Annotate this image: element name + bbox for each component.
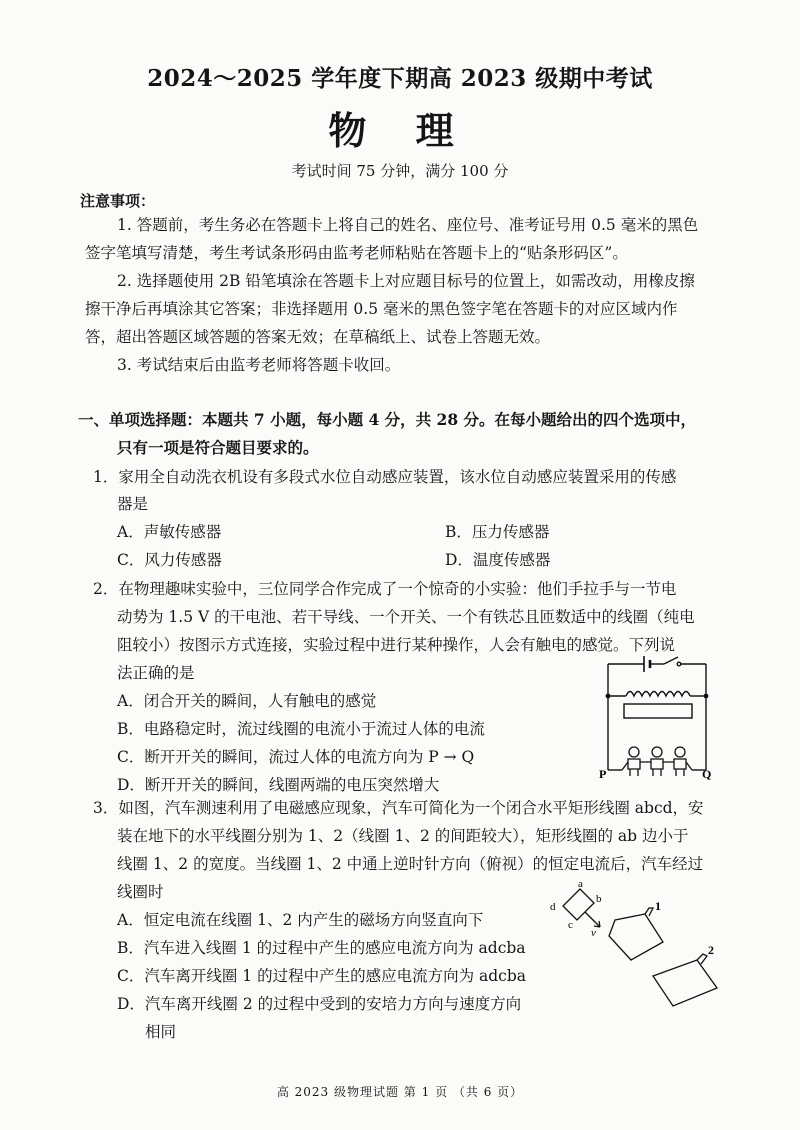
- exam-time-info: 考试时间 75 分钟，满分 100 分: [291, 162, 509, 180]
- notice-line-2: 签字笔填写清楚，考生考试条形码由监考老师粘贴在答题卡上的“贴条形码区”。: [85, 244, 628, 262]
- q1-option-d: D．温度传感器: [445, 551, 551, 569]
- q2-stem-line-4: 法正确的是: [117, 664, 195, 682]
- q1-stem-line-1: 1．家用全自动洗衣机设有多段式水位自动感应装置，该水位自动感应装置采用的传感: [93, 468, 677, 486]
- q3-option-c: C．汽车离开线圈 1 的过程中产生的感应电流方向为 adcba: [117, 967, 527, 985]
- q1-option-b: B．压力传感器: [445, 523, 550, 541]
- q1-option-c: C．风力传感器: [117, 551, 222, 569]
- q3-label-b: b: [596, 893, 602, 905]
- q3-label-coil-2: 2: [708, 943, 714, 957]
- notice-line-1: 1. 答题前，考生务必在答题卡上将自己的姓名、座位号、准考证号用 0.5 毫米的黑色: [117, 216, 699, 234]
- notice-line-3: 2. 选择题使用 2B 铅笔填涂在答题卡上对应题目标号的位置上，如需改动，用橡皮擦: [117, 272, 695, 290]
- notice-line-4: 擦干净后再填涂其它答案；非选择题用 0.5 毫米的黑色签字笔在答题卡的对应区域内作: [85, 300, 678, 318]
- notice-line-5: 答，超出答题区域答题的答案无效；在草稿纸上、试卷上答题无效。: [85, 328, 551, 346]
- q3-option-d-continued: 相同: [145, 1023, 177, 1041]
- q3-stem-line-2: 装在地下的水平线圈分别为 1、2（线圈 1、2 的间距较大），矩形线圈的 ab 边小于: [117, 827, 689, 845]
- q2-circuit-diagram: [598, 652, 728, 787]
- section-heading-line-2: 只有一项是符合题目要求的。: [117, 438, 319, 457]
- section-heading-line-1: 一、单项选择题：本题共 7 小题，每小题 4 分，共 28 分。在每小题给出的四个选项中，: [78, 410, 697, 429]
- q3-option-d: D．汽车离开线圈 2 的过程中受到的安培力方向与速度方向: [117, 995, 522, 1013]
- q2-option-b: B．电路稳定时，流过线圈的电流小于流过人体的电流: [117, 720, 485, 738]
- q2-option-a: A．闭合开关的瞬间，人有触电的感觉: [117, 692, 377, 710]
- q2-label-p: P: [599, 767, 607, 781]
- page-footer: 高 2023 级物理试题 第 1 页 （共 6 页）: [276, 1085, 524, 1099]
- q3-label-coil-1: 1: [655, 899, 661, 913]
- q3-label-a: a: [578, 880, 583, 890]
- q3-stem-line-3: 线圈 1、2 的宽度。当线圈 1、2 中通上逆时针方向（俯视）的恒定电流后，汽车经过: [117, 855, 704, 873]
- q2-option-c: C．断开开关的瞬间，流过人体的电流方向为 P → Q: [117, 748, 475, 766]
- q3-stem-line-1: 3．如图，汽车测速利用了电磁感应现象，汽车可简化为一个闭合水平矩形线圈 abcd，安: [93, 799, 704, 817]
- q3-stem-line-4: 线圈时: [117, 883, 164, 901]
- q2-stem-line-1: 2．在物理趣味实验中，三位同学合作完成了一个惊奇的小实验：他们手拉手与一节电: [93, 580, 677, 598]
- subject-title: 物 理: [328, 108, 472, 153]
- q1-stem-line-2: 器是: [117, 495, 149, 513]
- q1-option-a: A．声敏传感器: [117, 523, 222, 541]
- q2-option-d: D．断开开关的瞬间，线圈两端的电压突然增大: [117, 776, 440, 794]
- q3-label-c: c: [568, 919, 573, 931]
- exam-title: 2024～2025 学年度下期高 2023 级期中考试: [147, 65, 653, 92]
- q2-stem-line-2: 动势为 1.5 V 的干电池、若干导线、一个开关、一个有铁芯且匝数适中的线圈（纯电: [117, 608, 695, 626]
- notice-heading: 注意事项：: [80, 192, 156, 210]
- q3-coils-diagram: [545, 880, 725, 1020]
- q2-label-q: Q: [702, 767, 712, 781]
- q3-option-a: A．恒定电流在线圈 1、2 内产生的磁场方向竖直向下: [117, 911, 484, 929]
- notice-line-6: 3. 考试结束后由监考老师将答题卡收回。: [117, 356, 401, 374]
- q2-stem-line-3: 阻较小）按图示方式连接，实验过程中进行某种操作，人会有触电的感觉。下列说: [117, 636, 676, 654]
- q3-label-d: d: [550, 901, 556, 913]
- q3-option-b: B．汽车进入线圈 1 的过程中产生的感应电流方向为 adcba: [117, 939, 526, 957]
- q3-label-v: v: [591, 927, 596, 939]
